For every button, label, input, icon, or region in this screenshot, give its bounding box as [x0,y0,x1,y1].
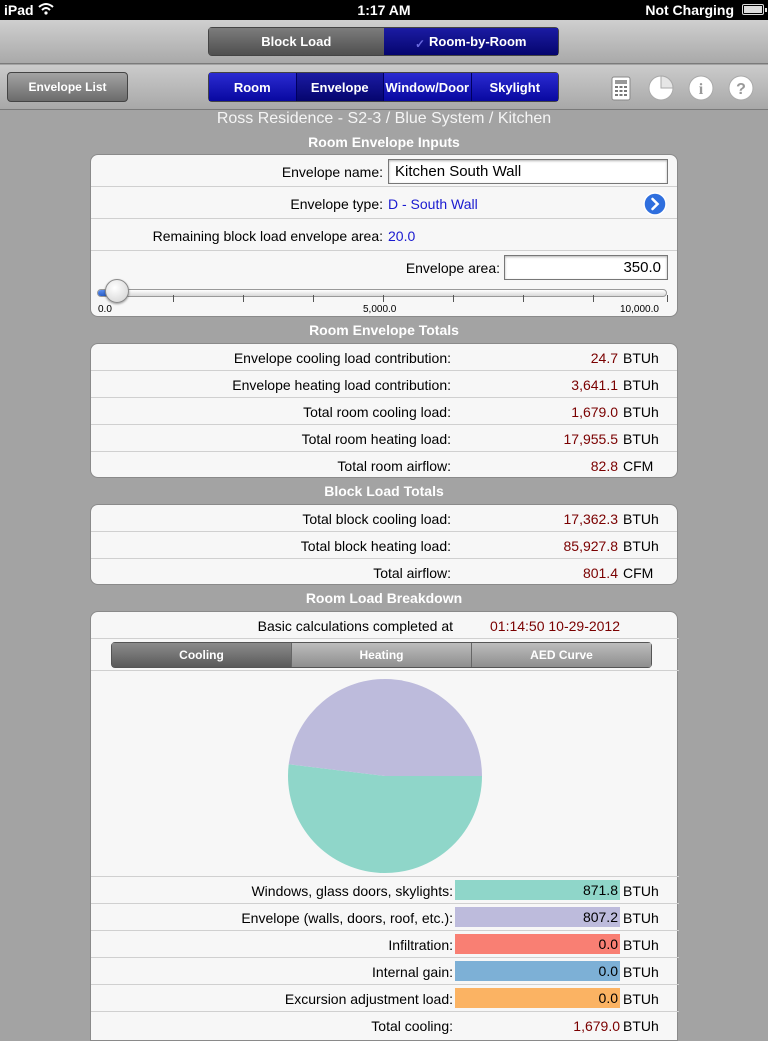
table-row [91,398,677,425]
envelope-list-button[interactable]: Envelope List [7,72,128,102]
row-value: 17,362.3 [563,511,618,527]
pie-slice [289,679,482,776]
row-unit: BTUh [623,538,659,554]
row-label: Envelope heating load contribution: [232,377,451,393]
breakdown-row [91,904,679,931]
value-bar: 871.8 [455,880,620,900]
row-label: Total room heating load: [301,431,451,447]
calc-status-row [91,612,679,639]
row-unit: CFM [623,565,654,581]
slider-tick [453,295,454,302]
envelope-toolbar [0,65,768,110]
info-icon[interactable] [687,74,715,102]
row-unit: BTUh [623,937,659,953]
total-unit: BTUh [623,1018,659,1034]
row-value: 24.7 [590,350,618,366]
mode-toolbar [0,20,768,64]
row-unit: BTUh [623,883,659,899]
mode-segmented-control [208,27,559,56]
slider-tick [313,295,314,302]
calc-status-time: 01:14:50 10-29-2012 [490,618,620,634]
calc-status-label: Basic calculations completed at [257,618,453,634]
svg-text:?: ? [736,81,746,98]
cooling-pie-chart [285,676,485,876]
breakdown-row [91,958,679,985]
tab-window-door[interactable]: Window/Door [384,73,472,101]
row-unit: CFM [623,458,654,474]
breakdown-row [91,931,679,958]
row-unit: BTUh [623,964,659,980]
row-value: 1,679.0 [571,404,618,420]
row-label: Windows, glass doors, skylights: [251,883,453,899]
inputs-title: Room Envelope Inputs [308,134,460,150]
envelope-totals-panel [90,343,678,478]
value-bar: 807.2 [455,907,620,927]
envelope-type-row[interactable] [91,187,677,219]
tab-room-by-room[interactable] [384,28,559,55]
table-row [91,371,677,398]
help-icon[interactable] [727,74,755,102]
pie-chart-icon[interactable] [647,74,675,102]
tab-room[interactable]: Room [209,73,297,101]
row-label: Total room cooling load: [303,404,451,420]
breakdown-list [91,877,679,1039]
table-row [91,344,677,371]
device-label: iPad [4,2,34,18]
row-label: Envelope (walls, doors, roof, etc.): [241,910,453,926]
total-label: Total cooling: [371,1018,453,1034]
row-unit: BTUh [623,431,659,447]
row-label: Infiltration: [388,937,453,953]
envelope-name-field[interactable]: Kitchen South Wall [388,159,668,184]
row-label: Envelope cooling load contribution: [233,350,451,366]
breakdown-title: Room Load Breakdown [305,590,463,606]
tab-label: Block Load [261,34,332,49]
remaining-area-value: 20.0 [388,228,416,244]
remaining-area-row [91,219,677,251]
breakdown-tabs [111,642,652,668]
table-row [91,559,677,586]
breadcrumb: Ross Residence - S2-3 / Blue System / Kitchen [216,110,552,127]
section-tabs [208,72,559,102]
slider-tick [173,295,174,302]
row-unit: BTUh [623,511,659,527]
slider-tick [523,295,524,302]
block-totals-panel [90,504,678,585]
row-unit: BTUh [623,404,659,420]
row-unit: BTUh [623,377,659,393]
breakdown-panel [90,611,678,1041]
svg-text:i: i [698,81,704,98]
breakdown-total-row [91,1012,679,1039]
table-row [91,505,677,532]
totals-title: Room Envelope Totals [309,322,459,338]
value-bar: 0.0 [455,934,620,954]
row-label: Total airflow: [373,565,451,581]
slider-mid-label: 5,000.0 [363,304,397,315]
row-unit: BTUh [623,991,659,1007]
tab-label: Room-by-Room [429,34,527,49]
clock: 1:17 AM [357,2,411,18]
slider-tick [593,295,594,302]
disclosure-arrow-icon[interactable] [643,192,667,216]
value-bar: 0.0 [455,961,620,981]
envelope-area-field[interactable]: 350.0 [504,255,668,280]
tab-cooling[interactable]: Cooling [112,643,292,667]
row-value: 17,955.5 [563,431,618,447]
table-row [91,532,677,559]
envelope-inputs-panel [90,154,678,317]
envelope-type-value: D - South Wall [388,196,478,212]
tab-skylight[interactable]: Skylight [472,73,559,101]
checkmark-icon: ✓ [415,36,426,51]
slider-min-label: 0.0 [98,304,112,315]
divider [91,638,679,639]
battery-icon [742,4,764,15]
tab-envelope[interactable]: Envelope [297,73,385,101]
row-unit: BTUh [623,350,659,366]
envelope-name-row [91,155,677,187]
tab-heating[interactable]: Heating [292,643,472,667]
block-totals-title: Block Load Totals [324,483,444,499]
slider-thumb[interactable] [105,279,129,303]
row-value: 82.8 [590,458,618,474]
row-label: Internal gain: [372,964,453,980]
envelope-type-label: Envelope type: [290,196,383,212]
slider-tick [383,295,384,302]
table-row [91,452,677,479]
row-label: Total room airflow: [337,458,451,474]
tab-aed-curve[interactable]: AED Curve [472,643,651,667]
row-label: Total block cooling load: [302,511,451,527]
value-bar: 0.0 [455,988,620,1008]
envelope-name-label: Envelope name: [281,164,383,180]
breakdown-row [91,985,679,1012]
divider [91,670,679,671]
table-row [91,425,677,452]
battery-status: Not Charging [645,2,734,18]
row-label: Excursion adjustment load: [284,991,453,1007]
row-value: 3,641.1 [571,377,618,393]
row-value: 801.4 [582,565,618,581]
breakdown-row [91,877,679,904]
row-unit: BTUh [623,910,659,926]
total-value: 1,679.0 [573,1018,620,1034]
pie-slice [288,764,482,873]
status-bar [0,0,768,20]
tab-block-load[interactable] [209,28,384,55]
calculator-icon[interactable] [607,74,635,102]
envelope-area-label: Envelope area: [405,260,500,276]
slider-max-label: 10,000.0 [620,304,659,315]
row-value: 85,927.8 [563,538,618,554]
envelope-area-slider-track[interactable] [97,289,667,297]
slider-tick [667,295,668,302]
remaining-area-label: Remaining block load envelope area: [152,228,383,244]
slider-tick [243,295,244,302]
row-label: Total block heating load: [300,538,451,554]
